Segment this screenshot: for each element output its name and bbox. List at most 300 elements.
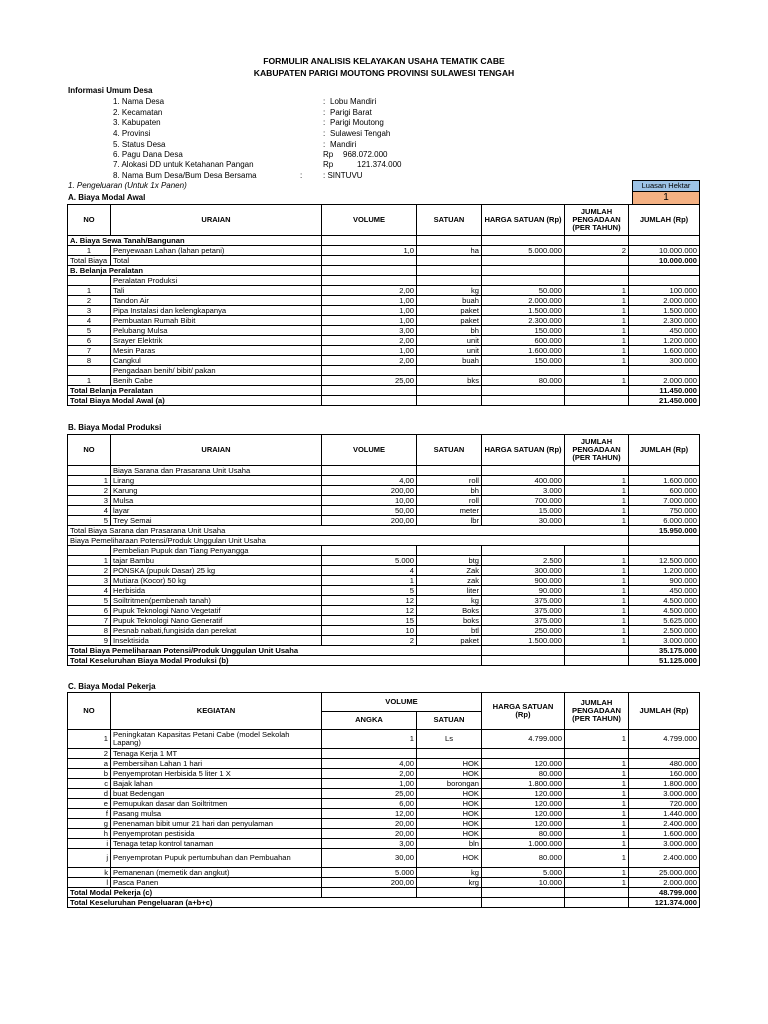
cell-satuan: bln — [417, 839, 482, 849]
cell-jumlah: 2.000.000 — [629, 878, 700, 888]
th-harga: HARGA SATUAN (Rp) — [482, 205, 565, 236]
th-volume: VOLUME — [322, 435, 417, 466]
table-modal-produksi — [67, 434, 700, 666]
table-header — [68, 693, 700, 712]
cell-uraian: Bajak lahan — [111, 779, 322, 789]
cell-harga: 375.000 — [482, 606, 565, 616]
th-uraian: URAIAN — [111, 205, 322, 236]
cell-satuan: HOK — [417, 759, 482, 769]
cell-no: j — [68, 849, 111, 868]
table-row — [68, 849, 700, 868]
cell-no: 1 — [68, 376, 111, 386]
cell-pengadaan: 1 — [565, 376, 629, 386]
cell-jumlah: 10.000.000 — [629, 246, 700, 256]
cell-jumlah: 1.440.000 — [629, 809, 700, 819]
cell-harga: 120.000 — [482, 799, 565, 809]
table-row — [68, 316, 700, 326]
cell-harga: 375.000 — [482, 596, 565, 606]
cell-jumlah: 1.200.000 — [629, 566, 700, 576]
cell-satuan: kg — [417, 596, 482, 606]
info-value: Sulawesi Tengah — [330, 129, 391, 138]
cell-angka: 25,00 — [322, 789, 417, 799]
cell-no: h — [68, 829, 111, 839]
cell-satuan: HOK — [417, 849, 482, 868]
cell-no: f — [68, 809, 111, 819]
cell-pengadaan: 1 — [565, 596, 629, 606]
cell-no: 7 — [68, 346, 111, 356]
cell-satuan: ha — [417, 246, 482, 256]
cell-no: 9 — [68, 636, 111, 646]
cell-satuan: bh — [417, 326, 482, 336]
th-jumlah: JUMLAH (Rp) — [629, 435, 700, 466]
cell-harga: 1.800.000 — [482, 779, 565, 789]
cell-satuan: btg — [417, 556, 482, 566]
cell-harga: 400.000 — [482, 476, 565, 486]
cell-jumlah: 4.799.000 — [629, 730, 700, 749]
cell-harga: 1.000.000 — [482, 839, 565, 849]
cell-angka: 20,00 — [322, 829, 417, 839]
cell-uraian: Trey Semai — [111, 516, 322, 526]
cell-volume: 4,00 — [322, 476, 417, 486]
total-row — [68, 386, 700, 396]
cell-uraian: Tali — [111, 286, 322, 296]
cell-jumlah: 750.000 — [629, 506, 700, 516]
cell-uraian: Penyemprotan Herbisida 5 liter 1 X — [111, 769, 322, 779]
cell-pengadaan: 1 — [565, 799, 629, 809]
info-value: Mandiri — [330, 140, 357, 149]
cell-harga: 150.000 — [482, 356, 565, 366]
cell-harga: 120.000 — [482, 759, 565, 769]
cell-pengadaan: 1 — [565, 636, 629, 646]
section-c-title: C. Biaya Modal Pekerja — [68, 682, 156, 691]
total-label: Total — [111, 256, 322, 266]
cell-pengadaan: 1 — [565, 779, 629, 789]
cell-jumlah: 450.000 — [629, 586, 700, 596]
info-value: Lobu Mandiri — [330, 97, 377, 106]
cell-pengadaan: 1 — [565, 839, 629, 849]
cell-volume: 200,00 — [322, 516, 417, 526]
cell-pengadaan: 1 — [565, 586, 629, 596]
cell-satuan: roll — [417, 476, 482, 486]
table-row — [68, 626, 700, 636]
cell-angka: 3,00 — [322, 839, 417, 849]
info-value: 968.072.000 — [343, 150, 388, 159]
cell-uraian: Penyemprotan pestisida — [111, 829, 322, 839]
cell-harga: 3.000 — [482, 486, 565, 496]
cell-no: g — [68, 819, 111, 829]
info-value: 121.374.000 — [357, 160, 402, 169]
total-row — [68, 646, 700, 656]
cell-no: 7 — [68, 616, 111, 626]
cell-harga: 80.000 — [482, 769, 565, 779]
table-row — [68, 606, 700, 616]
cell-volume: 12 — [322, 606, 417, 616]
group-label: Biaya Sarana dan Prasarana Unit Usaha — [111, 466, 322, 476]
cell-harga: 300.000 — [482, 566, 565, 576]
cell-satuan: bh — [417, 486, 482, 496]
cell-pengadaan: 1 — [565, 486, 629, 496]
cell-jumlah: 2.000.000 — [629, 296, 700, 306]
cell-uraian: Pipa Instalasi dan kelengkapanya — [111, 306, 322, 316]
group-label: Pengadaan benih/ bibit/ pakan — [111, 366, 322, 376]
cell-uraian: Pesnab nabati,fungisida dan perekat — [111, 626, 322, 636]
cell-satuan: HOK — [417, 769, 482, 779]
group-label: Peralatan Produksi — [111, 276, 322, 286]
th-angka: ANGKA — [322, 711, 417, 730]
info-value: Parigi Barat — [330, 108, 372, 117]
cell-no: d — [68, 789, 111, 799]
cell-pengadaan: 2 — [565, 246, 629, 256]
cell-jumlah: 7.000.000 — [629, 496, 700, 506]
th-satuan: SATUAN — [417, 711, 482, 730]
table-row — [68, 286, 700, 296]
cell-harga: 80.000 — [482, 829, 565, 839]
subsection-label: A. Biaya Sewa Tanah/Bangunan — [68, 236, 322, 246]
cell-angka: 1,00 — [322, 779, 417, 789]
table-row — [68, 759, 700, 769]
cell-no: a — [68, 759, 111, 769]
cell-harga: 150.000 — [482, 326, 565, 336]
cell-pengadaan: 1 — [565, 606, 629, 616]
cell-volume: 10,00 — [322, 496, 417, 506]
cell-satuan: HOK — [417, 829, 482, 839]
cell-jumlah: 1.200.000 — [629, 336, 700, 346]
table-row — [68, 326, 700, 336]
th-jumlah-pengadaan: JUMLAH PENGADAAN (PER TAHUN) — [565, 435, 629, 466]
info-label: 5. Status Desa — [113, 140, 166, 149]
total-label: Total Biaya Sarana dan Prasarana Unit Usaha — [68, 526, 629, 536]
cell-uraian: Cangkul — [111, 356, 322, 366]
info-label: 3. Kabupaten — [113, 118, 161, 127]
cell-angka: 5.000 — [322, 868, 417, 878]
cell-volume: 1,00 — [322, 316, 417, 326]
cell-no: 3 — [68, 496, 111, 506]
cell-no: 1 — [68, 286, 111, 296]
cell-no: e — [68, 799, 111, 809]
info-label: 7. Alokasi DD untuk Ketahanan Pangan — [113, 160, 254, 169]
table-row — [68, 516, 700, 526]
subsection-label: B. Belanja Peralatan — [68, 266, 322, 276]
cell-satuan: roll — [417, 496, 482, 506]
table-row — [68, 868, 700, 878]
cell-no: 2 — [68, 296, 111, 306]
cell-harga: 700.000 — [482, 496, 565, 506]
cell-uraian: Pembersihan Lahan 1 hari — [111, 759, 322, 769]
cell-uraian: Insektisida — [111, 636, 322, 646]
info-label: 2. Kecamatan — [113, 108, 163, 117]
cell-jumlah: 2.500.000 — [629, 626, 700, 636]
cell-jumlah: 12.500.000 — [629, 556, 700, 566]
cell-uraian: layar — [111, 506, 322, 516]
cell-pengadaan: 1 — [565, 296, 629, 306]
table-row — [68, 730, 700, 749]
cell-no: 6 — [68, 606, 111, 616]
cell-harga: 1.500.000 — [482, 636, 565, 646]
total-label: Total Belanja Peralatan — [68, 386, 322, 396]
cell-volume: 12 — [322, 596, 417, 606]
cell-satuan: paket — [417, 636, 482, 646]
info-colon: Rp — [323, 160, 334, 169]
cell-jumlah: 25.000.000 — [629, 868, 700, 878]
table-row — [68, 749, 700, 759]
cell-no: 1 — [68, 556, 111, 566]
total-row — [68, 888, 700, 898]
cell-volume: 5.000 — [322, 556, 417, 566]
group-label: Biaya Pemeliharaan Potensi/Produk Unggulan Unit Usaha — [68, 536, 629, 546]
cell-jumlah: 4.500.000 — [629, 596, 700, 606]
cell-jumlah: 2.400.000 — [629, 849, 700, 868]
cell-harga: 900.000 — [482, 576, 565, 586]
total-row — [68, 256, 700, 266]
cell-volume: 4 — [322, 566, 417, 576]
total-row — [68, 526, 700, 536]
cell-no: 2 — [68, 566, 111, 576]
cell-harga: 15.000 — [482, 506, 565, 516]
cell-no: 1 — [68, 246, 111, 256]
group-row — [68, 536, 700, 546]
cell-jumlah: 300.000 — [629, 356, 700, 366]
cell-angka: 6,00 — [322, 799, 417, 809]
cell-pengadaan: 1 — [565, 829, 629, 839]
cell-harga: 80.000 — [482, 376, 565, 386]
cell-pengadaan: 1 — [565, 556, 629, 566]
cell-pengadaan: 1 — [565, 819, 629, 829]
info-colon: : — [323, 129, 326, 138]
cell-uraian: Pembuatan Rumah Bibit — [111, 316, 322, 326]
cell-uraian: Penyemprotan Pupuk pertumbuhan dan Pembuahan — [111, 849, 322, 868]
cell-satuan: unit — [417, 346, 482, 356]
cell-satuan: unit — [417, 336, 482, 346]
th-no: NO — [68, 693, 111, 730]
cell-volume: 200,00 — [322, 486, 417, 496]
cell-volume: 25,00 — [322, 376, 417, 386]
cell-harga: 250.000 — [482, 626, 565, 636]
cell-volume: 1,00 — [322, 296, 417, 306]
table-row — [68, 596, 700, 606]
cell-volume: 10 — [322, 626, 417, 636]
cell-pengadaan: 1 — [565, 759, 629, 769]
cell-harga: 1.600.000 — [482, 346, 565, 356]
total-row — [68, 396, 700, 406]
cell-satuan: meter — [417, 506, 482, 516]
cell-pengadaan: 1 — [565, 849, 629, 868]
total-value: 35.175.000 — [629, 646, 700, 656]
cell-volume: 1 — [322, 576, 417, 586]
cell-uraian: Penenaman bibit umur 21 hari dan penyulaman — [111, 819, 322, 829]
cell-pengadaan: 1 — [565, 356, 629, 366]
table-row — [68, 878, 700, 888]
cell-no: 5 — [68, 516, 111, 526]
table-modal-pekerja — [67, 692, 700, 908]
cell-uraian: Srayer Elektrik — [111, 336, 322, 346]
table-row — [68, 576, 700, 586]
table-row — [68, 586, 700, 596]
group-row — [68, 466, 700, 476]
table-header — [68, 205, 700, 236]
cell-no: 1 — [68, 730, 111, 749]
cell-jumlah: 6.000.000 — [629, 516, 700, 526]
th-uraian: URAIAN — [111, 435, 322, 466]
table-row — [68, 306, 700, 316]
th-jumlah-pengadaan: JUMLAH PENGADAAN (PER TAHUN) — [565, 693, 629, 730]
cell-volume: 3,00 — [322, 326, 417, 336]
total-value: 11.450.000 — [629, 386, 700, 396]
cell-jumlah: 3.000.000 — [629, 839, 700, 849]
cell-satuan: paket — [417, 316, 482, 326]
cell-uraian: Pemanenan (memetik dan angkut) — [111, 868, 322, 878]
cell-uraian: Pelubang Mulsa — [111, 326, 322, 336]
cell-volume: 2 — [322, 636, 417, 646]
cell-harga: 5.000.000 — [482, 246, 565, 256]
table-row — [68, 496, 700, 506]
cell-uraian: PONSKA (pupuk Dasar) 25 kg — [111, 566, 322, 576]
info-label: 1. Nama Desa — [113, 97, 165, 106]
cell-uraian: Pasang mulsa — [111, 809, 322, 819]
cell-harga: 4.799.000 — [482, 730, 565, 749]
cell-angka: 2,00 — [322, 769, 417, 779]
info-label: 8. Nama Bum Desa/Bum Desa Bersama — [113, 171, 257, 180]
info-label: 4. Provinsi — [113, 129, 151, 138]
th-no: NO — [68, 205, 111, 236]
cell-uraian: Tenaga Kerja 1 MT — [111, 749, 322, 759]
cell-harga: 375.000 — [482, 616, 565, 626]
section-a-title: A. Biaya Modal Awal — [68, 193, 146, 202]
cell-volume: 1,00 — [322, 306, 417, 316]
doc-title-1: FORMULIR ANALISIS KELAYAKAN USAHA TEMATIK CABE — [263, 56, 505, 66]
cell-jumlah: 720.000 — [629, 799, 700, 809]
cell-angka: 4,00 — [322, 759, 417, 769]
cell-uraian: Tenaga tetap kontrol tanaman — [111, 839, 322, 849]
table-row — [68, 809, 700, 819]
cell-jumlah: 5.625.000 — [629, 616, 700, 626]
cell-harga: 600.000 — [482, 336, 565, 346]
info-colon: : — [323, 97, 326, 106]
cell-uraian: Karung — [111, 486, 322, 496]
info-value: Parigi Moutong — [330, 118, 384, 127]
cell-no: 4 — [68, 586, 111, 596]
cell-no: 4 — [68, 506, 111, 516]
cell-satuan: bks — [417, 376, 482, 386]
cell-angka: 1 — [322, 730, 417, 749]
cell-satuan: buah — [417, 296, 482, 306]
cell-satuan: krg — [417, 878, 482, 888]
doc-title-2: KABUPATEN PARIGI MOUTONG PROVINSI SULAWESI TENGAH — [253, 68, 515, 78]
info-value: : SINTUVU — [323, 171, 363, 180]
total-value: 121.374.000 — [629, 898, 700, 908]
cell-satuan: zak — [417, 576, 482, 586]
cell-satuan: btl — [417, 626, 482, 636]
cell-jumlah: 600.000 — [629, 486, 700, 496]
cell-satuan: liter — [417, 586, 482, 596]
cell-jumlah: 2.400.000 — [629, 819, 700, 829]
cell-no: 2 — [68, 486, 111, 496]
table-row — [68, 506, 700, 516]
cell-satuan: buah — [417, 356, 482, 366]
table-row — [68, 819, 700, 829]
group-row — [68, 366, 700, 376]
table-row — [68, 829, 700, 839]
pengeluaran-heading: 1. Pengeluaran (Untuk 1x Panen) — [68, 181, 187, 190]
cell-jumlah: 2.300.000 — [629, 316, 700, 326]
total-label: Total Biaya Modal Awal (a) — [68, 396, 322, 406]
cell-harga: 5.000 — [482, 868, 565, 878]
cell-volume: 2,00 — [322, 336, 417, 346]
table-row — [68, 636, 700, 646]
table-row — [68, 769, 700, 779]
cell-uraian: Soiltritmen(pembenah tanah) — [111, 596, 322, 606]
cell-no: 3 — [68, 576, 111, 586]
group-row — [68, 546, 700, 556]
cell-jumlah: 1.600.000 — [629, 829, 700, 839]
total-value: 21.450.000 — [629, 396, 700, 406]
cell-pengadaan: 1 — [565, 730, 629, 749]
cell-angka: 20,00 — [322, 819, 417, 829]
cell-satuan: HOK — [417, 789, 482, 799]
cell-uraian: Mutiara (Kocor) 50 kg — [111, 576, 322, 586]
cell-jumlah: 160.000 — [629, 769, 700, 779]
cell-uraian: Penyewaan Lahan (lahan petani) — [111, 246, 322, 256]
cell-jumlah: 3.000.000 — [629, 636, 700, 646]
cell-volume: 2,00 — [322, 286, 417, 296]
luasan-input[interactable]: 1 — [632, 191, 700, 205]
info-colon: : — [323, 118, 326, 127]
cell-jumlah: 1.500.000 — [629, 306, 700, 316]
cell-uraian: Pemupukan dasar dan Soiltritmen — [111, 799, 322, 809]
cell-jumlah: 1.600.000 — [629, 346, 700, 356]
table-row — [68, 779, 700, 789]
cell-volume: 5 — [322, 586, 417, 596]
cell-satuan: borongan — [417, 779, 482, 789]
th-jumlah: JUMLAH (Rp) — [629, 693, 700, 730]
cell-uraian: Pasca Panen — [111, 878, 322, 888]
info-heading: Informasi Umum Desa — [68, 86, 153, 95]
total-row — [68, 656, 700, 666]
cell-harga: 1.500.000 — [482, 306, 565, 316]
group-label: Pembelian Pupuk dan Tiang Penyangga — [111, 546, 322, 556]
cell-volume: 2,00 — [322, 356, 417, 366]
cell-no: i — [68, 839, 111, 849]
info-colon: : — [323, 140, 326, 149]
total-label: Total Biaya — [68, 256, 111, 266]
cell-pengadaan: 1 — [565, 506, 629, 516]
cell-jumlah: 450.000 — [629, 326, 700, 336]
cell-pengadaan: 1 — [565, 286, 629, 296]
cell-harga: 120.000 — [482, 819, 565, 829]
th-satuan: SATUAN — [417, 205, 482, 236]
table-row — [68, 476, 700, 486]
cell-jumlah: 2.000.000 — [629, 376, 700, 386]
total-label: Total Biaya Pemeliharaan Potensi/Produk Unggulan Unit Usaha — [68, 646, 482, 656]
total-value: 15.950.000 — [629, 526, 700, 536]
cell-satuan: kg — [417, 286, 482, 296]
cell-no: 8 — [68, 356, 111, 366]
cell-no: b — [68, 769, 111, 779]
cell-harga: 90.000 — [482, 586, 565, 596]
cell-harga: 30.000 — [482, 516, 565, 526]
table-row — [68, 566, 700, 576]
subsection-row — [68, 266, 700, 276]
table-row — [68, 346, 700, 356]
cell-angka: 200,00 — [322, 878, 417, 888]
cell-satuan: boks — [417, 616, 482, 626]
cell-harga: 120.000 — [482, 809, 565, 819]
cell-no: 2 — [68, 749, 111, 759]
th-jumlah: JUMLAH (Rp) — [629, 205, 700, 236]
total-label: Total Modal Pekerja (c) — [68, 888, 322, 898]
cell-uraian: tajar Bambu — [111, 556, 322, 566]
cell-pengadaan: 1 — [565, 496, 629, 506]
cell-pengadaan: 1 — [565, 576, 629, 586]
